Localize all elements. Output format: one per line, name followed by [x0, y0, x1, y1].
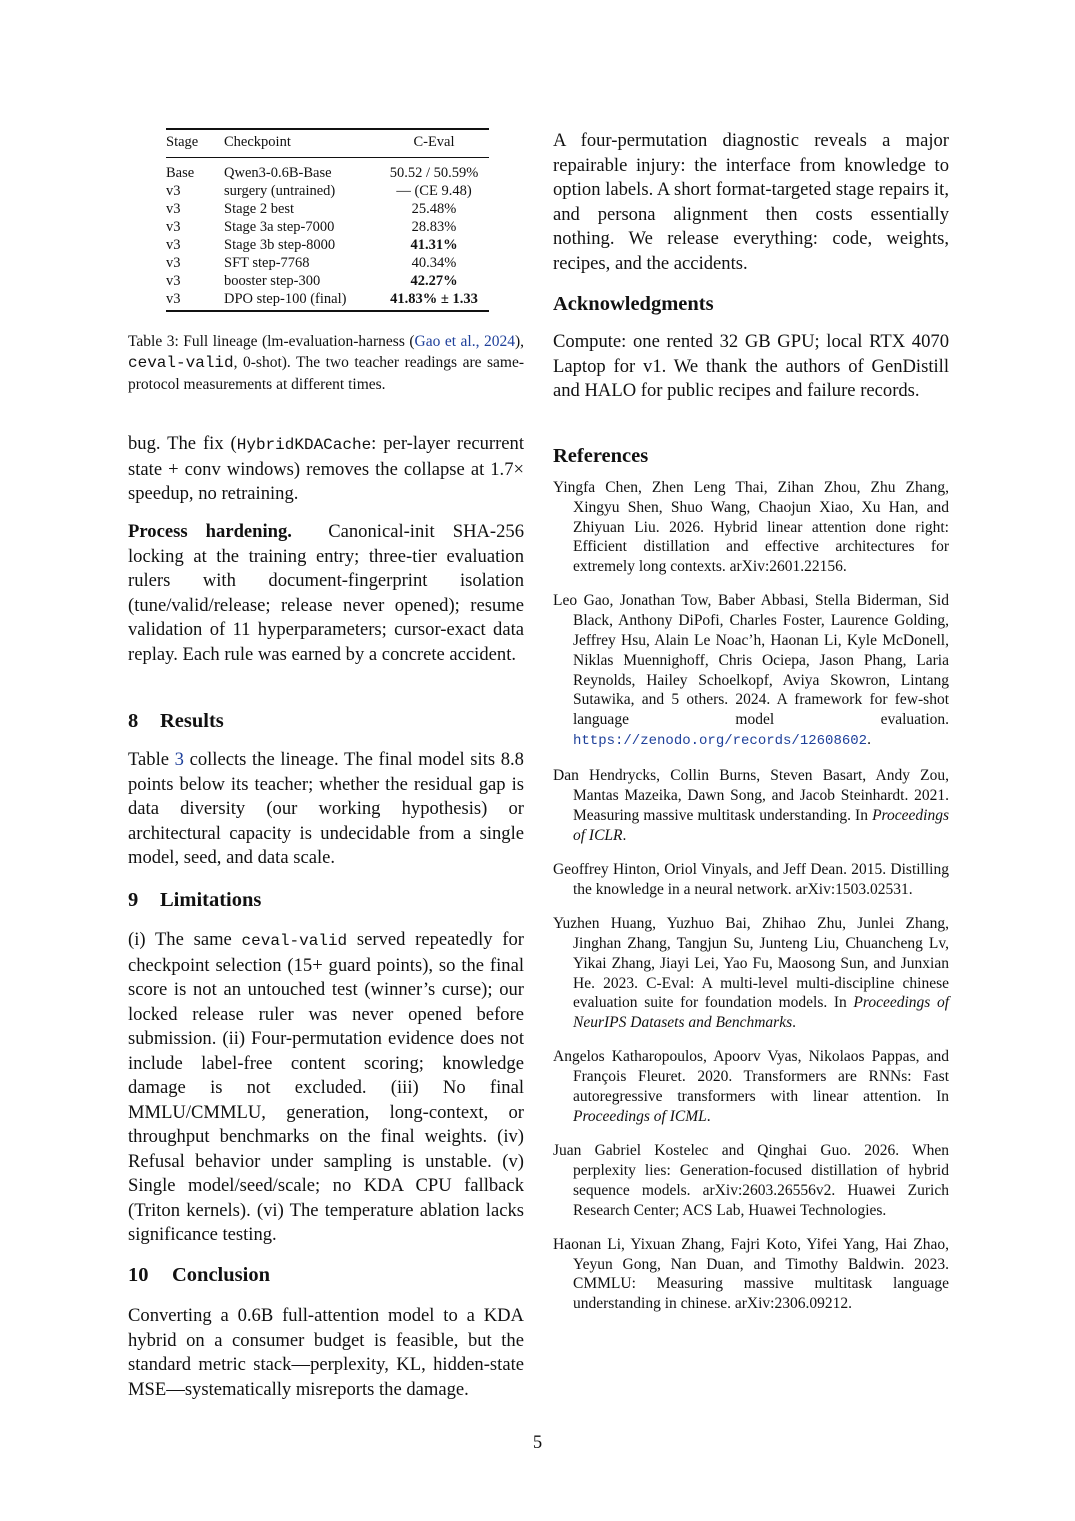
section-number: 9 [128, 889, 139, 911]
cell-ceval: — (CE 9.48) [396, 183, 472, 199]
cell-checkpoint: surgery (untrained) [224, 183, 336, 199]
table-row [166, 182, 489, 200]
limitations-paragraph [128, 928, 524, 1248]
caption-prefix: Table 3: Full lineage (lm-evaluation-harness ( [128, 333, 415, 350]
reference-venue: Proceedings of NeurIPS Datasets and Benchmarks [573, 994, 949, 1032]
cell-ceval: 25.48% [411, 201, 457, 217]
bug-pre: bug. The fix ( [128, 433, 237, 454]
acknowledgments-text: Compute: one rented 32 GB GPU; local RTX 4070 Laptop for v1. We thank the authors of GenDistill and HALO for public recipes and failure records. [553, 331, 949, 401]
citation-link-gao-year[interactable]: 2024 [483, 333, 515, 350]
cell-stage: v3 [166, 237, 181, 253]
table-row [166, 218, 489, 236]
results-pre: Table [128, 749, 175, 770]
reference-item [553, 1141, 949, 1220]
section-title: Limitations [160, 889, 262, 911]
reference-url-link[interactable]: https://zenodo.org/records/12608602 [573, 733, 868, 750]
section-title: Conclusion [172, 1264, 270, 1286]
table-row [166, 254, 489, 272]
reference-text: Haonan Li, Yixuan Zhang, Fajri Koto, Yifei Yang, Hai Zhao, Yeyun Gong, Nan Duan, and Timothy Baldwin. 2023. CMMLU: Measuring massive multitask language understanding in chinese. arXiv:2306.09212. [553, 1235, 949, 1313]
acknowledgments-heading: Acknowledgments [553, 293, 714, 315]
caption-mid: ), [514, 333, 524, 350]
reference-text: Leo Gao, Jonathan Tow, Baber Abbasi, Stella Biderman, Sid Black, Anthony DiPofi, Charles Foster, Laurence Golding, Jeffrey Hsu, Alain Le Noac’h, Haonan Li, Kyle McDonell, Niklas Muennighoff, Chris Ociepa, Jason Phang, Laria Reynolds, Hailey Schoelkopf, Aviya Skowron, Lintang Sutawika, and 5 others. 2024. A framework for few-shot language model evaluation. [553, 592, 949, 729]
process-hardening-paragraph [128, 520, 524, 667]
cell-stage: Base [166, 165, 195, 181]
reference-item [553, 914, 949, 1033]
citation-link-gao[interactable]: Gao et al., [414, 333, 480, 350]
table-ref-link[interactable]: 3 [174, 749, 184, 770]
section-number: 10 [128, 1264, 149, 1286]
reference-text: Yuzhen Huang, Yuzhuo Bai, Zhihao Zhu, Junlei Zhang, Jinghan Zhang, Tangjun Su, Junteng Liu, Chuancheng Lv, Yikai Zhang, Jiayi Lei, Yao Fu, Maosong Sun, and Junxian He. 2023. C-Eval: A multi-level multi-discipline chinese evaluation suite for foundation models. In [553, 915, 949, 1012]
conclusion-paragraph: Converting a 0.6B full-attention model to a KDA hybrid on a consumer budget is feasible, but the standard metric stack—perplexity, KL, hidden-state MSE—systematically misreports the damage. [128, 1305, 524, 1400]
cell-ceval: 41.83% ± 1.33 [379, 290, 489, 311]
bug-code: HybridKDACache [236, 436, 372, 454]
limitations-pre: (i) The same [128, 929, 242, 950]
reference-venue: Proceedings of ICML [573, 1107, 707, 1125]
header-ceval: C-Eval [379, 129, 489, 158]
reference-item [553, 591, 949, 751]
reference-text: Geoffrey Hinton, Oriol Vinyals, and Jeff Dean. 2015. Distilling the knowledge in a neural network. arXiv:1503.02531. [553, 861, 949, 898]
reference-item [553, 766, 949, 845]
references-heading: References [553, 445, 649, 467]
process-hardening-lead: Process hardening. [128, 521, 292, 542]
reference-tail: . [867, 731, 871, 749]
table-caption [128, 331, 524, 395]
section-10-heading [128, 1264, 270, 1287]
reference-text: Dan Hendrycks, Collin Burns, Steven Basart, Andy Zou, Mantas Mazeika, Dawn Song, and Jacob Steinhardt. 2021. Measuring massive multitask understanding. In [553, 767, 949, 824]
limitations-post: served repeatedly for checkpoint selection (15+ guard points), so the final score is not an untouched test (winner’s curse); our locked release ruler was never opened before submission. (ii) Four-permutation evidence does not include label-free content scoring; knowledge damage is not excluded. (iii) No final MMLU/CMMLU, generation, long-context, or throughput benchmarks on the final weights. (iv) Refusal behavior under sampling is unstable. (v) Single model/seed/scale; no KDA CPU fallback (Triton kernels). (vi) The temperature ablation lacks significance testing. [128, 929, 524, 1245]
reference-text: Juan Gabriel Kostelec and Qinghai Guo. 2026. When perplexity lies: Generation-focused distillation of hybrid sequence models. arXiv:2603.26556v2. Huawei Zurich Research Center; ACS Lab, Huawei Technologies. [553, 1142, 949, 1219]
cell-ceval: 40.34% [411, 255, 457, 271]
section-9-heading [128, 889, 261, 912]
reference-item [553, 1235, 949, 1314]
lineage-table [166, 128, 489, 312]
results-post: collects the lineage. The final model sits 8.8 points below its teacher; whether the residual gap is data diversity (our working hypothesis) or architectural capacity is undecidable from a single model, seed, and data scale. [128, 749, 524, 868]
cell-checkpoint: DPO step-100 (final) [224, 290, 379, 311]
table-row [166, 236, 489, 254]
caption-code: ceval-valid [128, 354, 234, 372]
reference-text: Angelos Katharopoulos, Apoorv Vyas, Nikolaos Pappas, and François Fleuret. 2020. Transformers are RNNs: Fast autoregressive transformers with linear attention. In [553, 1048, 949, 1106]
cell-ceval: 28.83% [411, 219, 457, 235]
limitations-code: ceval-valid [241, 932, 348, 950]
reference-item [553, 860, 949, 900]
reference-item [553, 478, 949, 577]
cell-checkpoint: SFT step-7768 [224, 255, 310, 271]
table-row [166, 290, 489, 311]
reference-tail: . [706, 1107, 711, 1125]
bug-post: : per-layer recurrent state + conv windows) removes the collapse at 1.7× speedup, no retraining. [128, 433, 525, 504]
header-checkpoint: Checkpoint [224, 129, 379, 158]
section-title: Results [160, 710, 224, 732]
section-number: 8 [128, 710, 139, 732]
reference-text: Yingfa Chen, Zhen Leng Thai, Zihan Zhou, Zhu Zhang, Xingyu Shen, Shuo Wang, Chaojun Xiao, Xu Han, and Zhiyuan Liu. 2026. Hybrid linear attention done right: Efficient distillation and effective architectures for extremely long contexts. arXiv:2601.22156. [553, 479, 949, 576]
cell-stage: v3 [166, 255, 181, 271]
cell-stage: v3 [166, 183, 181, 199]
table-row [166, 200, 489, 218]
cell-stage: v3 [166, 219, 181, 235]
reference-tail: . [792, 1014, 796, 1032]
cell-ceval: 42.27% [410, 273, 458, 289]
cell-checkpoint: Stage 3a step-7000 [224, 219, 335, 235]
bug-fix-paragraph [128, 432, 524, 507]
results-paragraph [128, 748, 524, 871]
diagnostic-paragraph: A four-permutation diagnostic reveals a major repairable injury: the interface from knowledge to option labels. A short format-targeted stage repairs it, and persona alignment then costs essentially nothing. We release everything: code, weights, recipes, and the accidents. [553, 130, 949, 274]
table-row [166, 158, 489, 183]
cell-ceval: 50.52 / 50.59% [389, 165, 479, 181]
page-number: 5 [532, 1432, 543, 1453]
cell-checkpoint: Stage 2 best [224, 201, 295, 217]
header-stage: Stage [166, 129, 224, 158]
cell-stage: v3 [166, 290, 224, 311]
table-row [166, 272, 489, 290]
cell-checkpoint: Stage 3b step-8000 [224, 237, 336, 253]
caption-suffix: , 0-shot). The two teacher readings are same-protocol measurements at different times. [128, 354, 524, 393]
reference-tail: . [622, 826, 627, 844]
reference-item [553, 1047, 949, 1126]
cell-stage: v3 [166, 273, 181, 289]
section-8-heading [128, 710, 224, 733]
reference-venue: Proceedings of ICLR [573, 806, 949, 844]
cell-stage: v3 [166, 201, 181, 217]
reference-list [553, 478, 949, 1328]
cell-ceval: 41.31% [410, 237, 458, 253]
process-hardening-text: Canonical-init SHA-256 locking at the training entry; three-tier evaluation rulers with document-fingerprint isolation (tune/valid/release; release never opened); resume validation of 11 hyperparameters; cursor-exact data replay. Each rule was earned by a concrete accident. [128, 521, 525, 665]
cell-checkpoint: Qwen3-0.6B-Base [224, 165, 332, 181]
table-header-row [166, 129, 489, 158]
cell-checkpoint: booster step-300 [224, 273, 321, 289]
